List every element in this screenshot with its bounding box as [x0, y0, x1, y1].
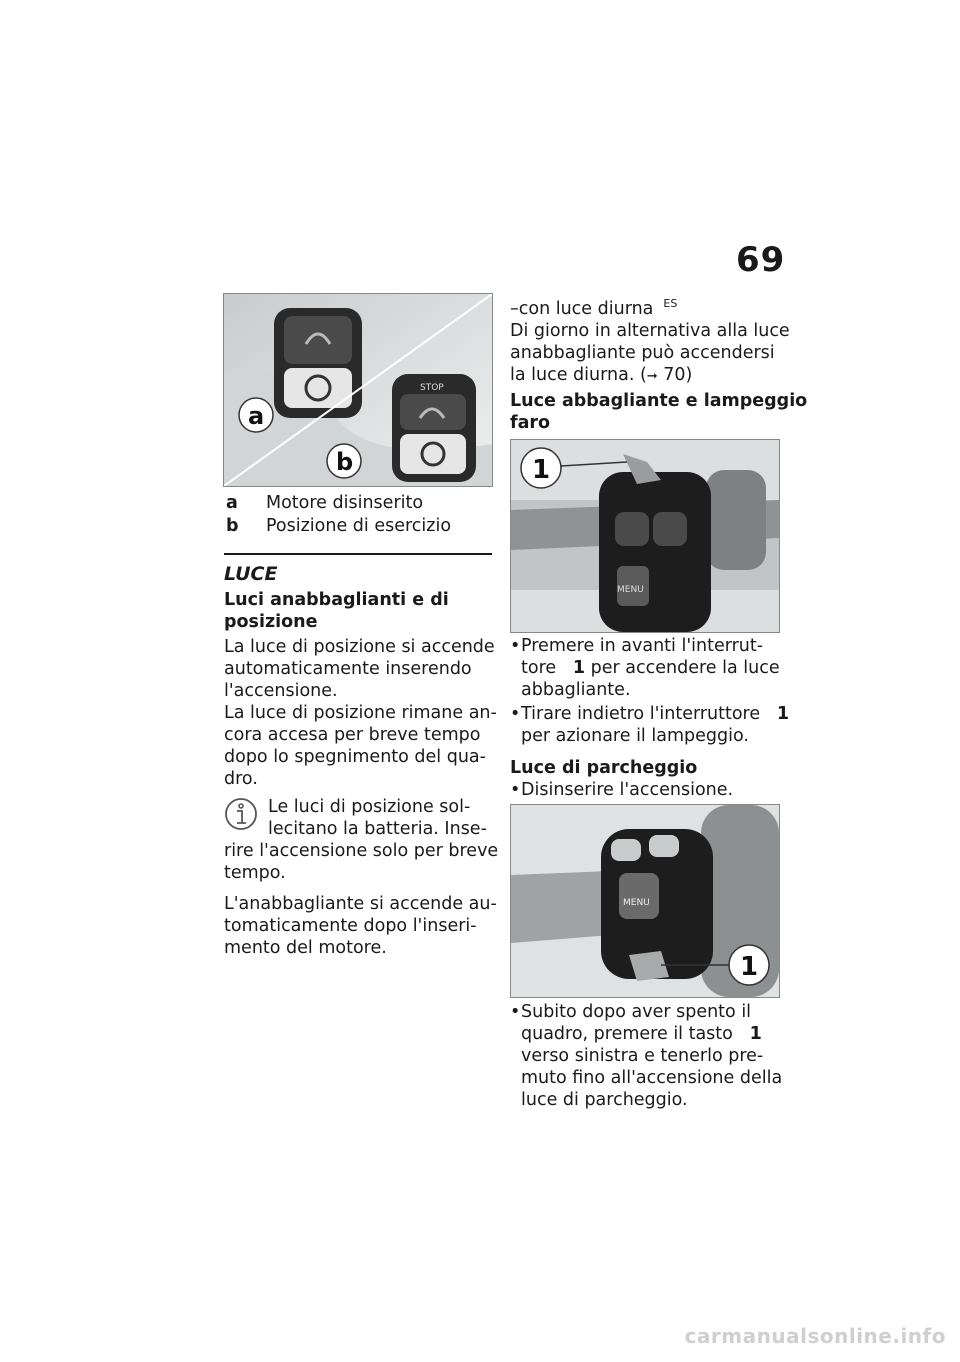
text-line: automaticamente inserendo	[224, 659, 472, 679]
bullet-parking-procedure	[510, 1001, 783, 1111]
note-battery	[224, 796, 499, 884]
text-line: Premere in avanti l'interrut-	[521, 636, 764, 656]
text-line: lecitano la batteria. Inse-	[268, 819, 487, 839]
text-line: anabbagliante può accendersi	[510, 343, 775, 363]
item-ref: 1	[749, 1024, 762, 1044]
text-line: per azionare il lampeggio.	[521, 726, 749, 746]
text-line: dopo lo spegnimento del qua-	[224, 747, 486, 767]
caption-key: b	[226, 516, 239, 536]
bullet-ignition-off	[510, 779, 778, 801]
caption-key: a	[226, 493, 238, 513]
paragraph-position-light	[224, 636, 495, 702]
caption-text: Posizione di esercizio	[266, 516, 452, 536]
item-ref: 1	[572, 658, 586, 678]
text-line: La luce di posizione si accende	[224, 637, 495, 657]
subsection-title-parking: Luce di parcheggio	[510, 758, 698, 778]
menu-label: MENU	[617, 585, 644, 595]
page-reference-arrow-icon: ➞	[646, 369, 658, 384]
subsection-title-low-beam	[224, 589, 449, 633]
subsection-title-line: Luci anabbaglianti e di	[224, 590, 449, 610]
bullet-dot-icon: •	[510, 636, 521, 656]
caption-a	[226, 492, 486, 514]
high-beam-switch-illustration	[511, 440, 779, 632]
text-line: Tirare indietro l'interruttore	[521, 704, 761, 724]
callout-b-label: b	[336, 448, 354, 476]
text-line: dro.	[224, 769, 258, 789]
callout-a-label: a	[248, 402, 265, 430]
text-line: La luce di posizione rimane an-	[224, 703, 497, 723]
stop-label: STOP	[420, 383, 444, 393]
option-label: –con luce diurna	[510, 299, 654, 319]
text-line: quadro, premere il tasto	[521, 1024, 733, 1044]
callout-1-label: 1	[532, 455, 551, 485]
text-line: Disinserire l'accensione.	[521, 780, 734, 800]
page-reference[interactable]: 70)	[663, 365, 693, 385]
paragraph-low-beam-auto	[224, 893, 497, 959]
text-line: l'accensione.	[224, 681, 338, 701]
figure-high-beam-switch	[510, 439, 780, 633]
text-line: per accendere la luce	[590, 658, 780, 678]
daylight-option: –con luce diurna $^{ES}$ Di giorno in alternativa alla luce anabbagliante può accendersi la luce diurna. (➞ 70)	[510, 297, 790, 385]
bullet-dot-icon: •	[510, 704, 521, 724]
bullet-dot-icon: •	[510, 780, 521, 800]
caption-text: Motore disinserito	[266, 493, 424, 513]
callout-1-label: 1	[740, 952, 759, 982]
text-line: L'anabbagliante si accende au-	[224, 894, 497, 914]
menu-label: MENU	[623, 898, 650, 908]
text-line: verso sinistra e tenerlo pre-	[521, 1046, 764, 1066]
page-number: 69	[736, 240, 786, 280]
paragraph-position-light-off	[224, 702, 497, 790]
parking-switch-illustration	[511, 805, 779, 997]
section-title: LUCE	[224, 563, 278, 585]
subsection-title-high-beam	[510, 390, 807, 434]
text-line: muto fino all'accensione della	[521, 1068, 783, 1088]
bullet-high-beam	[510, 635, 778, 701]
text-line: Le luci di posizione sol-	[268, 797, 471, 817]
text-line: tore	[521, 658, 557, 678]
text-line: la luce diurna.	[510, 365, 635, 385]
text-line: abbagliante.	[521, 680, 631, 700]
watermark: carmanualsonline.info	[684, 1324, 946, 1348]
country-code: ES	[663, 297, 678, 310]
bullet-flash	[510, 703, 790, 747]
text-line: mento del motore.	[224, 938, 387, 958]
kill-switch-illustration	[224, 294, 492, 486]
section-divider	[224, 553, 492, 555]
subsection-title-line: faro	[510, 413, 551, 433]
text-line: rire l'accensione solo per breve	[224, 841, 499, 861]
caption-b	[226, 515, 486, 537]
item-ref: 1	[776, 704, 790, 724]
text-line: Subito dopo aver spento il	[521, 1002, 752, 1022]
text-line: tomaticamente dopo l'inseri-	[224, 916, 477, 936]
bullet-dot-icon: •	[510, 1002, 521, 1022]
figure-parking-switch	[510, 804, 780, 998]
text-line: Di giorno in alternativa alla luce	[510, 321, 790, 341]
text-line: cora accesa per breve tempo	[224, 725, 481, 745]
text-line: tempo.	[224, 863, 286, 883]
text-line: luce di parcheggio.	[521, 1090, 688, 1110]
figure-kill-switch	[223, 293, 493, 487]
subsection-title-line: posizione	[224, 612, 318, 632]
subsection-title-line: Luce abbagliante e lampeggio	[510, 391, 808, 411]
